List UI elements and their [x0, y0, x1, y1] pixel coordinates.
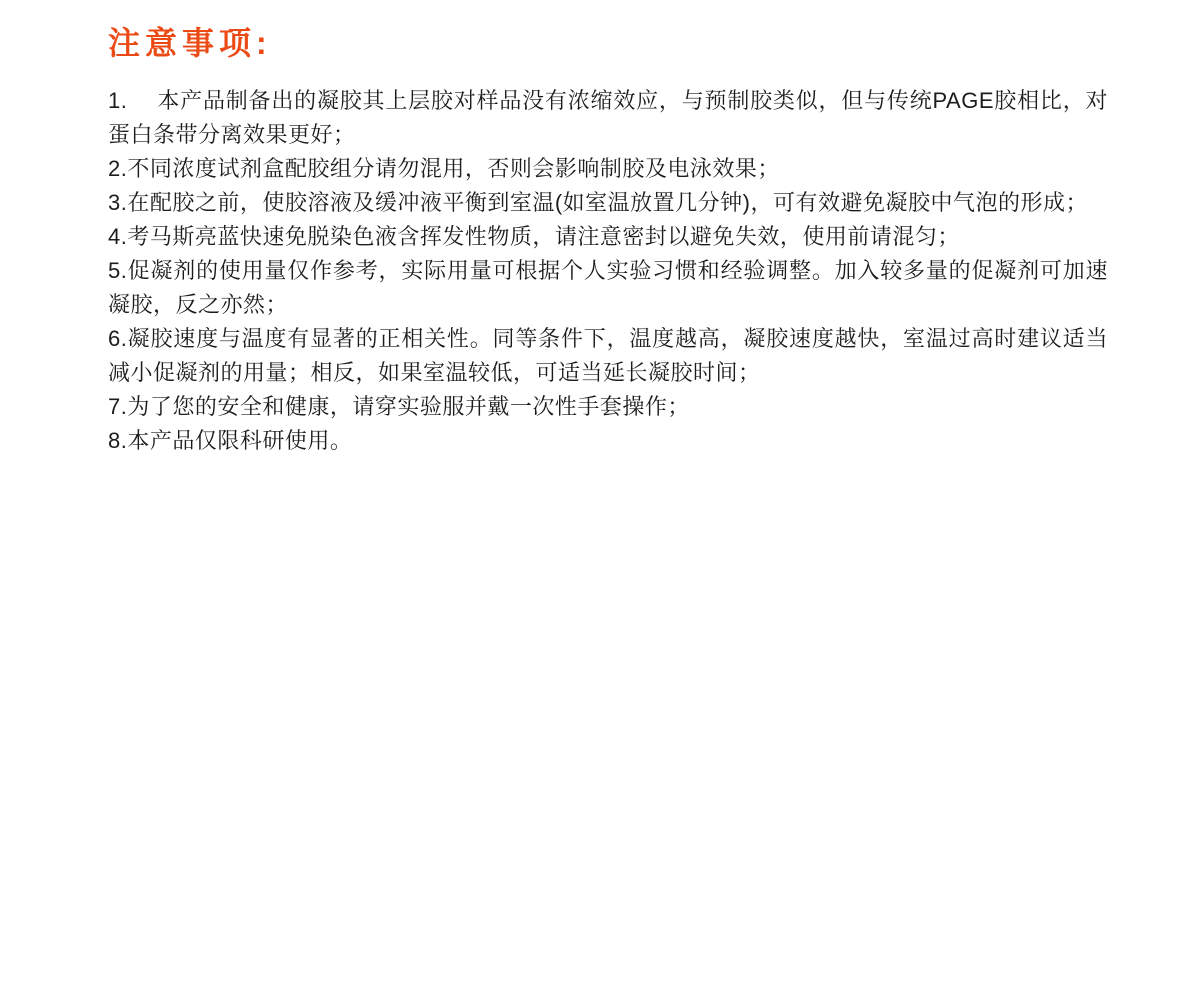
section-title: 注意事项: [108, 25, 272, 61]
note-item-6: 6.凝胶速度与温度有显著的正相关性。同等条件下，温度越高，凝胶速度越快，室温过高时建议适当减小促凝剂的用量；相反，如果室温较低，可适当延长凝胶时间； [108, 326, 1108, 385]
note-item-7: 7.为了您的安全和健康，请穿实验服并戴一次性手套操作； [108, 394, 690, 419]
precautions-section [108, 24, 1108, 458]
note-item-1: 1. 本产品制备出的凝胶其上层胶对样品没有浓缩效应，与预制胶类似，但与传统PAGE胶相比，对蛋白条带分离效果更好； [108, 88, 1108, 147]
note-item-8: 8.本产品仅限科研使用。 [108, 428, 353, 453]
note-item-5: 5.促凝剂的使用量仅作参考，实际用量可根据个人实验习惯和经验调整。加入较多量的促凝剂可加速凝胶，反之亦然； [108, 258, 1108, 317]
note-item-3: 3.在配胶之前，使胶溶液及缓冲液平衡到室温(如室温放置几分钟)，可有效避免凝胶中气泡的形成； [108, 190, 1089, 215]
note-item-4: 4.考马斯亮蓝快速免脱染色液含挥发性物质，请注意密封以避免失效，使用前请混匀； [108, 224, 960, 249]
note-item-2: 2.不同浓度试剂盒配胶组分请勿混用，否则会影响制胶及电泳效果； [108, 156, 780, 181]
notes-list [108, 84, 1108, 458]
